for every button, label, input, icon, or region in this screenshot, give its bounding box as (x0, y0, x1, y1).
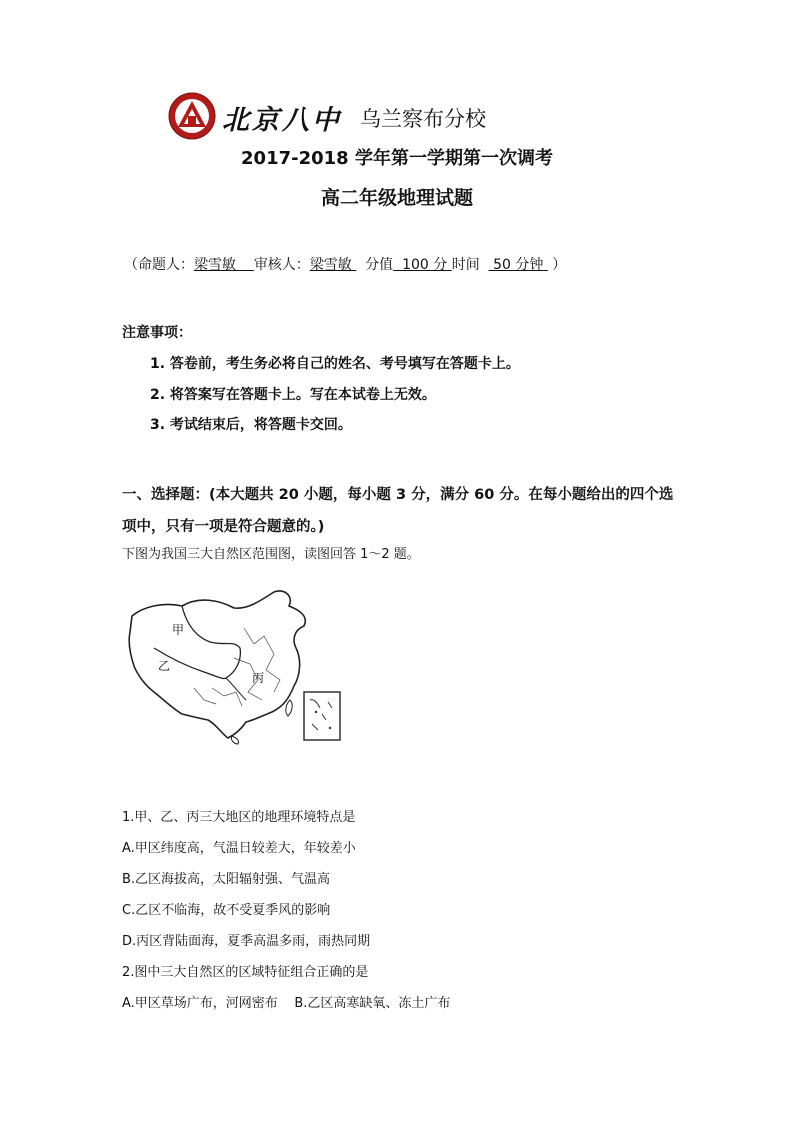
author-close: ） (552, 257, 567, 273)
score-value: 100 分 (402, 257, 448, 273)
option-2ab: A.甲区草场广布，河网密布 B.乙区高寒缺氧、冻土广布 (122, 996, 451, 1011)
reviewer-name: 梁雪敏 (309, 257, 352, 273)
school-name: 北京八中 (222, 105, 342, 136)
score-label: 分值 (365, 257, 394, 273)
map-label-jia: 甲 (172, 623, 185, 637)
option-1b: B.乙区海拔高，太阳辐射强、气温高 (122, 872, 331, 887)
notice-item: 1. 答卷前，考生务必将自己的姓名、考号填写在答题卡上。 (150, 356, 520, 372)
branch-name: 乌兰察布分校 (360, 107, 486, 131)
author-line (124, 254, 566, 274)
question-1: 1.甲、乙、丙三大地区的地理环境特点是 (122, 810, 356, 825)
option-1d: D.丙区背陆面海，夏季高温多雨，雨热同期 (122, 934, 371, 949)
notice-item: 2. 将答案写在答题卡上。写在本试卷上无效。 (150, 387, 436, 403)
map-intro: 下图为我国三大自然区范围图，读图回答 1～2 题。 (122, 547, 420, 562)
time-label: 时间 (451, 257, 480, 273)
map-label-yi: 乙 (158, 659, 171, 673)
option-1a: A.甲区纬度高，气温日较差大，年较差小 (122, 841, 356, 856)
china-regions-map (124, 588, 349, 746)
option-1c: C.乙区不临海，故不受夏季风的影响 (122, 903, 331, 918)
notice-item: 3. 考试结束后，将答题卡交回。 (150, 417, 352, 433)
question-2: 2.图中三大自然区的区域特征组合正确的是 (122, 965, 369, 980)
notice-heading: 注意事项： (122, 325, 192, 341)
reviewer-label: 审核人： (253, 257, 310, 273)
term-title: 2017-2018 学年第一学期第一次调考 (241, 148, 553, 169)
school-logo (168, 92, 216, 140)
time-value: 50 分钟 (493, 257, 544, 273)
setter-name: 梁雪敏 (194, 257, 236, 273)
author-open: （命题人： (124, 257, 194, 273)
exam-title: 高二年级地理试题 (320, 187, 473, 209)
map-label-bing: 丙 (252, 671, 265, 685)
section-heading: 一、选择题：(本大题共 20 小题，每小题 3 分，满分 60 分。在每小题给出的四个选项中，只有一项是符合题意的。) (122, 487, 674, 535)
